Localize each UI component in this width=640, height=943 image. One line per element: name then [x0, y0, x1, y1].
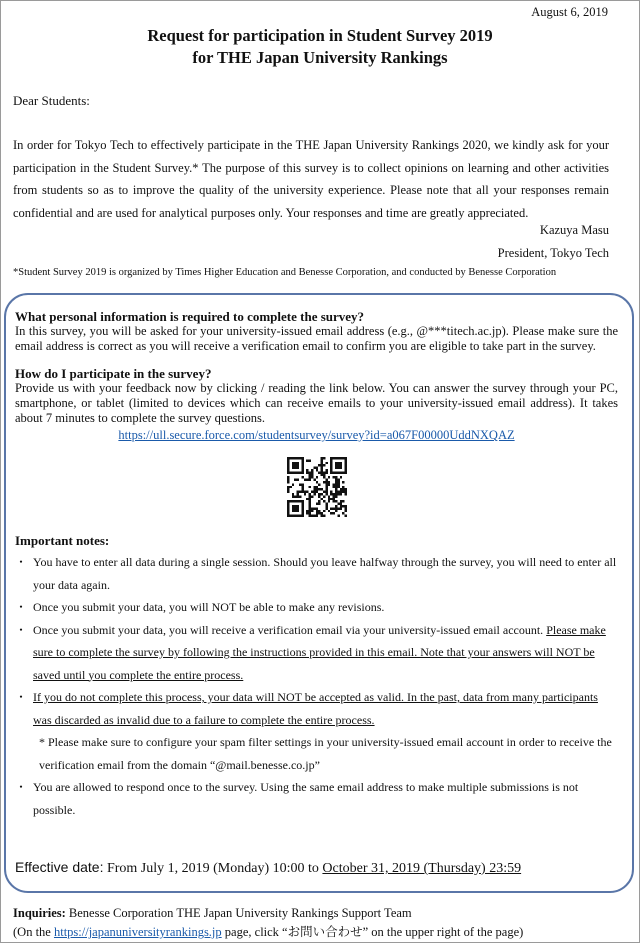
inquiries-section	[13, 904, 523, 942]
notice-date: August 6, 2019	[531, 5, 608, 19]
bullet-icon: ・	[15, 690, 28, 704]
spam-filter-note: * Please make sure to configure your spam filter settings in your university-issued email account in order to receive the verification email from the domain “@mail.benesse.co.jp”	[39, 735, 612, 772]
inquiries-prefix: (On the	[13, 925, 54, 939]
bullet-icon: ・	[15, 780, 28, 794]
title-line-1: Request for participation in Student Survey 2019	[147, 26, 493, 45]
important-notes-heading: Important notes:	[15, 533, 110, 548]
bullet-icon: ・	[15, 600, 28, 614]
note-text: You have to enter all data during a single session. Should you leave halfway through the survey, you will need to enter all your data again.	[33, 555, 617, 592]
note-text-emphasis: Please make sure to complete the survey by following the instructions provided in this email. Note that your answers will NOT be saved until you complete the entire process.	[33, 622, 606, 682]
effective-date	[15, 859, 521, 877]
note-text: Once you submit your data, you will receive a verification email via your university-issued email account.	[33, 622, 547, 637]
title-line-2: for THE Japan University Rankings	[192, 48, 448, 67]
footnote: *Student Survey 2019 is organized by Times Higher Education and Benesse Corporation, and conducted by Benesse Corporation	[13, 267, 557, 278]
effective-date-label: Effective date:	[15, 859, 104, 875]
answer-how-to-participate: Provide us with your feedback now by clicking / reading the link below. You can answer the survey through your PC, smartphone, or tablet (limited to devices which can receive emails to your university-issued email address). It takes about 7 minutes to complete the survey questions.	[15, 381, 618, 425]
note-text: Once you submit your data, you will NOT be able to make any revisions.	[33, 600, 385, 614]
effective-date-deadline: October 31, 2019 (Thursday) 23:59	[322, 861, 522, 876]
note-item	[15, 686, 618, 731]
qr-code-image[interactable]	[287, 457, 347, 517]
inquiries-suffix: page, click “お問い合わせ” on the upper right of the page)	[221, 925, 524, 939]
effective-date-from: From July 1, 2019 (Monday) 10:00 to	[106, 861, 323, 876]
inquiries-label: Inquiries:	[13, 906, 66, 920]
signature-name: Kazuya Masu	[539, 223, 609, 237]
note-item	[15, 776, 618, 821]
note-item	[15, 619, 618, 687]
page-title	[1, 25, 639, 69]
bullet-icon: ・	[15, 555, 28, 569]
bullet-icon: ・	[15, 622, 28, 637]
salutation: Dear Students:	[13, 93, 90, 108]
survey-info-box	[4, 293, 634, 893]
intro-paragraph: In order for Tokyo Tech to effectively participate in the THE Japan University Rankings 2020, we kindly ask for your participation in the Student Survey.* The purpose of this survey is to collect opinions on learning and other activities from students so as to improve the quality of the university experience. Please note that all your responses remain confidential and are used for analytical purposes only. Your responses and time are greatly appreciated.	[13, 138, 609, 220]
note-item	[15, 596, 618, 619]
survey-link[interactable]: https://ull.secure.force.com/studentsurvey/survey?id=a067F00000UddNXQAZ	[118, 428, 515, 442]
note-text: You are allowed to respond once to the survey. Using the same email address to make multiple submissions is not possible.	[33, 780, 579, 817]
inquiries-text: Benesse Corporation THE Japan University Rankings Support Team	[68, 906, 412, 920]
qr-code-icon	[287, 457, 347, 517]
question-personal-info: What personal information is required to complete the survey?	[15, 309, 365, 324]
note-text-emphasis: If you do not complete this process, your data will NOT be accepted as valid. In the past, data from many participants was discarded as invalid due to a failure to complete the entire process.	[33, 690, 598, 727]
signature-position: President, Tokyo Tech	[497, 246, 609, 260]
rankings-site-link[interactable]: https://japanuniversityrankings.jp	[53, 925, 222, 939]
question-how-to-participate: How do I participate in the survey?	[15, 366, 212, 381]
note-item	[15, 551, 618, 596]
answer-personal-info: In this survey, you will be asked for your university-issued email address (e.g., @***titech.ac.jp). Please make sure the email address is correct as you will receive a verification email to confirm you are eligible to take part in the survey.	[15, 324, 618, 353]
